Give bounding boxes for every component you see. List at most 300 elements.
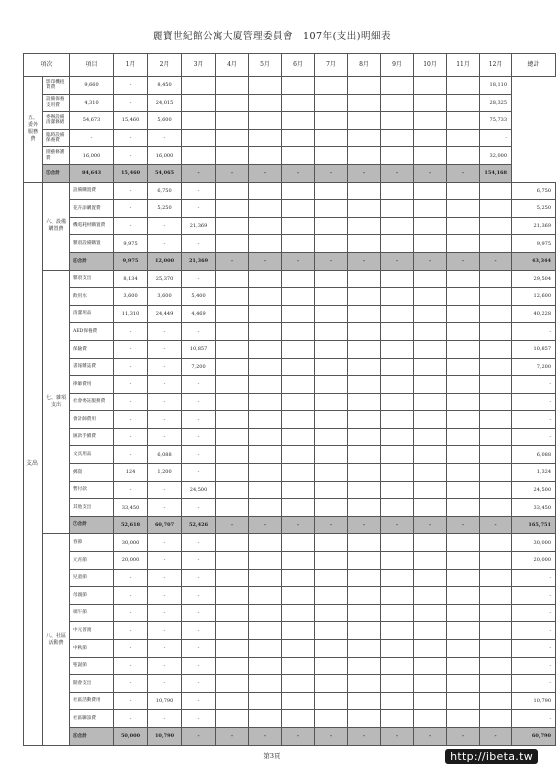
month-cell: - (148, 499, 182, 517)
month-cell (282, 182, 315, 200)
month-cell (182, 112, 216, 130)
month-cell (480, 710, 512, 728)
total-cell: 7,200 (512, 358, 556, 376)
table-row (24, 77, 556, 95)
total-cell: 60,790 (512, 727, 556, 745)
month-cell (249, 534, 282, 552)
month-cell (249, 217, 282, 235)
item-cell: 其他支出 (70, 499, 114, 517)
item-cell: 中元普渡 (70, 622, 114, 640)
month-cell: - (414, 727, 447, 745)
month-cell (348, 340, 381, 358)
month-cell (381, 235, 414, 253)
month-cell (315, 129, 348, 147)
month-cell (216, 534, 249, 552)
month-cell (381, 411, 414, 429)
month-cell (315, 534, 348, 552)
month-cell (249, 340, 282, 358)
total-cell: 1,324 (512, 464, 556, 482)
month-cell: - (182, 534, 216, 552)
total-cell: 43,344 (512, 252, 556, 270)
item-cell: 中秋節 (70, 640, 114, 658)
month-cell: - (182, 675, 216, 693)
month-cell (348, 499, 381, 517)
total-cell: 21,369 (512, 217, 556, 235)
month-cell: 30,000 (114, 534, 148, 552)
month-cell (480, 376, 512, 394)
month-cell (216, 129, 249, 147)
table-row (24, 235, 556, 253)
month-cell (216, 622, 249, 640)
month-cell: - (249, 252, 282, 270)
month-cell (216, 481, 249, 499)
month-cell (381, 499, 414, 517)
month-cell: - (114, 94, 148, 112)
month-cell (315, 147, 348, 165)
month-cell (447, 622, 480, 640)
table-row (24, 657, 556, 675)
month-cell (348, 217, 381, 235)
month-cell (282, 112, 315, 130)
month-cell (447, 464, 480, 482)
subtotal-row (24, 516, 556, 534)
month-cell (216, 94, 249, 112)
month-cell: - (114, 182, 148, 200)
month-cell: - (182, 200, 216, 218)
month-cell (216, 393, 249, 411)
month-cell (447, 270, 480, 288)
month-cell: - (148, 428, 182, 446)
month-cell: - (148, 340, 182, 358)
month-cell: 33,450 (114, 499, 148, 517)
month-cell (381, 640, 414, 658)
month-cell: - (70, 129, 114, 147)
month-cell (315, 217, 348, 235)
total-cell: - (512, 587, 556, 605)
month-cell: 52,618 (114, 516, 148, 534)
month-cell (348, 446, 381, 464)
month-cell (414, 393, 447, 411)
table-row (24, 182, 556, 200)
total-cell: 32,000 (480, 147, 512, 165)
month-cell: - (182, 235, 216, 253)
month-cell (381, 340, 414, 358)
table-row (24, 604, 556, 622)
month-cell (381, 305, 414, 323)
month-cell: 3,600 (114, 288, 148, 306)
item-cell: 會計師費用 (70, 411, 114, 429)
month-cell: - (182, 640, 216, 658)
month-cell: - (148, 235, 182, 253)
month-cell (414, 305, 447, 323)
header-cell: 11月 (447, 54, 480, 77)
month-cell (447, 376, 480, 394)
month-cell: - (148, 411, 182, 429)
month-cell (447, 147, 480, 165)
month-cell (249, 182, 282, 200)
month-cell (348, 77, 381, 95)
month-cell (348, 587, 381, 605)
month-cell (381, 358, 414, 376)
month-cell (414, 569, 447, 587)
month-cell (480, 552, 512, 570)
month-cell (447, 235, 480, 253)
month-cell (315, 235, 348, 253)
month-cell: - (114, 147, 148, 165)
item-cell: ⑦合計 (70, 516, 114, 534)
month-cell: - (114, 692, 148, 710)
month-cell: - (114, 481, 148, 499)
month-cell (447, 604, 480, 622)
month-cell: - (348, 164, 381, 182)
month-cell: 24,449 (148, 305, 182, 323)
month-cell: - (480, 516, 512, 534)
item-cell: ⑥合計 (70, 252, 114, 270)
month-cell (381, 675, 414, 693)
month-cell (315, 499, 348, 517)
month-cell (249, 587, 282, 605)
total-cell: - (512, 604, 556, 622)
month-cell (216, 200, 249, 218)
month-cell (315, 411, 348, 429)
month-cell (216, 182, 249, 200)
item-cell: 花卉添購置費 (70, 200, 114, 218)
total-cell: 12,600 (512, 288, 556, 306)
month-cell: - (447, 164, 480, 182)
month-cell: - (282, 252, 315, 270)
month-cell (216, 217, 249, 235)
month-cell (348, 552, 381, 570)
month-cell (282, 340, 315, 358)
month-cell: - (114, 411, 148, 429)
month-cell (282, 200, 315, 218)
month-cell (348, 622, 381, 640)
month-cell (282, 147, 315, 165)
month-cell: - (282, 727, 315, 745)
month-cell: - (182, 727, 216, 745)
month-cell (447, 288, 480, 306)
month-cell: - (282, 516, 315, 534)
header-cell: 7月 (315, 54, 348, 77)
total-cell: 165,751 (512, 516, 556, 534)
month-cell (315, 428, 348, 446)
month-cell (381, 112, 414, 130)
expense-ledger-table (23, 53, 556, 746)
item-cell: 律師費用 (70, 376, 114, 394)
month-cell: 1,200 (148, 464, 182, 482)
ledger-container (23, 53, 556, 746)
month-cell (315, 358, 348, 376)
month-cell (480, 200, 512, 218)
month-cell: - (447, 516, 480, 534)
month-cell (414, 675, 447, 693)
month-cell (447, 358, 480, 376)
table-row (24, 710, 556, 728)
month-cell (447, 481, 480, 499)
month-cell (249, 657, 282, 675)
month-cell (282, 675, 315, 693)
month-cell: - (148, 657, 182, 675)
total-cell: 18,110 (480, 77, 512, 95)
month-cell: - (282, 164, 315, 182)
month-cell (249, 376, 282, 394)
month-cell (249, 77, 282, 95)
month-cell (381, 393, 414, 411)
month-cell: - (182, 710, 216, 728)
month-cell (348, 411, 381, 429)
month-cell: 21,369 (182, 217, 216, 235)
total-cell: 10,790 (512, 692, 556, 710)
month-cell: - (249, 727, 282, 745)
month-cell: - (182, 552, 216, 570)
month-cell (282, 481, 315, 499)
month-cell (381, 604, 414, 622)
month-cell: 54,673 (70, 112, 114, 130)
table-row (24, 305, 556, 323)
month-cell (315, 323, 348, 341)
total-cell: - (512, 323, 556, 341)
month-cell: - (182, 569, 216, 587)
month-cell (249, 552, 282, 570)
month-cell (216, 270, 249, 288)
table-row (24, 147, 556, 165)
table-row (24, 129, 556, 147)
month-cell (282, 393, 315, 411)
month-cell (348, 288, 381, 306)
month-cell: 8,134 (114, 270, 148, 288)
month-cell (315, 376, 348, 394)
month-cell (414, 129, 447, 147)
month-cell: 9,975 (114, 235, 148, 253)
month-cell (249, 569, 282, 587)
month-cell (414, 710, 447, 728)
month-cell (216, 640, 249, 658)
month-cell (348, 94, 381, 112)
month-cell: - (182, 411, 216, 429)
month-cell (249, 393, 282, 411)
item-cell: 清潔用品 (70, 305, 114, 323)
month-cell (381, 323, 414, 341)
header-cell: 1月 (114, 54, 148, 77)
month-cell (315, 657, 348, 675)
month-cell: - (182, 393, 216, 411)
month-cell (249, 675, 282, 693)
month-cell (249, 446, 282, 464)
month-cell (348, 323, 381, 341)
month-cell: - (114, 604, 148, 622)
table-row (24, 270, 556, 288)
month-cell: 5,600 (148, 112, 182, 130)
header-cell: 10月 (414, 54, 447, 77)
table-row (24, 534, 556, 552)
month-cell (216, 604, 249, 622)
month-cell (282, 657, 315, 675)
month-cell (282, 569, 315, 587)
month-cell: 15,460 (114, 112, 148, 130)
month-cell (381, 692, 414, 710)
month-cell (249, 323, 282, 341)
item-cell: ⑤合計 (43, 164, 70, 182)
month-cell (216, 587, 249, 605)
table-row (24, 393, 556, 411)
month-cell (216, 710, 249, 728)
item-cell: 郵資 (70, 464, 114, 482)
month-cell: 3,600 (148, 288, 182, 306)
month-cell (282, 587, 315, 605)
header-cell: 2月 (148, 54, 182, 77)
month-cell (315, 182, 348, 200)
month-cell: - (348, 516, 381, 534)
month-cell: - (182, 376, 216, 394)
month-cell (447, 340, 480, 358)
month-cell (348, 569, 381, 587)
item-cell: 元宵節 (70, 552, 114, 570)
month-cell (216, 428, 249, 446)
month-cell (480, 217, 512, 235)
item-cell: 設備購置費 (70, 182, 114, 200)
month-cell: - (182, 622, 216, 640)
month-cell (315, 675, 348, 693)
month-cell (249, 499, 282, 517)
month-cell (216, 499, 249, 517)
month-cell (381, 657, 414, 675)
total-cell: 20,000 (512, 552, 556, 570)
month-cell (447, 710, 480, 728)
month-cell: 16,000 (148, 147, 182, 165)
month-cell (414, 657, 447, 675)
month-cell: - (148, 604, 182, 622)
table-row (24, 217, 556, 235)
month-cell: 5,400 (182, 288, 216, 306)
month-cell: - (315, 516, 348, 534)
month-cell (480, 288, 512, 306)
month-cell (315, 640, 348, 658)
item-cell: 聖誕節 (70, 657, 114, 675)
month-cell (282, 77, 315, 95)
month-cell: - (148, 376, 182, 394)
table-row (24, 692, 556, 710)
month-cell (216, 411, 249, 429)
month-cell (447, 94, 480, 112)
month-cell (480, 675, 512, 693)
month-cell (216, 305, 249, 323)
month-cell (480, 305, 512, 323)
month-cell (381, 147, 414, 165)
month-cell: 84,643 (70, 164, 114, 182)
month-cell (216, 77, 249, 95)
month-cell (249, 428, 282, 446)
month-cell: - (381, 164, 414, 182)
month-cell: - (480, 252, 512, 270)
month-cell (414, 235, 447, 253)
month-cell: - (447, 252, 480, 270)
month-cell: - (249, 516, 282, 534)
month-cell: 5,250 (148, 200, 182, 218)
month-cell (447, 692, 480, 710)
total-cell: 29,504 (512, 270, 556, 288)
month-cell: - (114, 428, 148, 446)
table-row (24, 428, 556, 446)
month-cell (216, 692, 249, 710)
month-cell: 6,088 (148, 446, 182, 464)
month-cell (480, 499, 512, 517)
item-cell: 開會支出 (70, 675, 114, 693)
month-cell (315, 710, 348, 728)
month-cell (447, 323, 480, 341)
month-cell (414, 464, 447, 482)
subtotal-row (24, 252, 556, 270)
group-label: 六、設備購置費 (43, 182, 70, 270)
month-cell: 54,065 (148, 164, 182, 182)
month-cell (348, 604, 381, 622)
month-cell (315, 464, 348, 482)
month-cell (282, 94, 315, 112)
total-cell: - (512, 393, 556, 411)
month-cell: 52,426 (182, 516, 216, 534)
month-cell: 50,000 (114, 727, 148, 745)
item-cell: 端午節 (70, 604, 114, 622)
header-cell: 3月 (182, 54, 216, 77)
month-cell: 10,790 (148, 692, 182, 710)
month-cell (381, 622, 414, 640)
month-cell (447, 552, 480, 570)
month-cell: - (381, 727, 414, 745)
month-cell: - (114, 376, 148, 394)
month-cell (348, 129, 381, 147)
month-cell (480, 604, 512, 622)
total-cell: - (512, 376, 556, 394)
month-cell (249, 710, 282, 728)
month-cell: - (114, 657, 148, 675)
item-cell: 園藝修護費 (43, 147, 70, 165)
month-cell (480, 692, 512, 710)
group-label: 七、雜項支出 (43, 270, 70, 534)
month-cell (447, 640, 480, 658)
month-cell (282, 552, 315, 570)
total-cell: - (512, 675, 556, 693)
ledger-body (24, 54, 556, 746)
item-cell: 匯款手續費 (70, 428, 114, 446)
item-cell: 兒童節 (70, 569, 114, 587)
month-cell (447, 129, 480, 147)
month-cell: 20,000 (114, 552, 148, 570)
total-cell: 75,733 (480, 112, 512, 130)
month-cell: 9,660 (70, 77, 114, 95)
item-cell: ⑧合計 (70, 727, 114, 745)
total-cell: 6,750 (512, 182, 556, 200)
header-cell: 8月 (348, 54, 381, 77)
month-cell (216, 358, 249, 376)
month-cell: - (148, 217, 182, 235)
month-cell: - (148, 587, 182, 605)
month-cell (480, 323, 512, 341)
month-cell: 60,707 (148, 516, 182, 534)
month-cell: - (381, 516, 414, 534)
month-cell (381, 94, 414, 112)
month-cell (249, 692, 282, 710)
month-cell (348, 675, 381, 693)
month-cell (282, 217, 315, 235)
month-cell: - (182, 182, 216, 200)
total-cell: - (512, 428, 556, 446)
month-cell: - (148, 569, 182, 587)
month-cell: 4,469 (182, 305, 216, 323)
month-cell: - (249, 164, 282, 182)
month-cell (348, 481, 381, 499)
header-row (24, 54, 556, 77)
table-row (24, 587, 556, 605)
month-cell (348, 640, 381, 658)
